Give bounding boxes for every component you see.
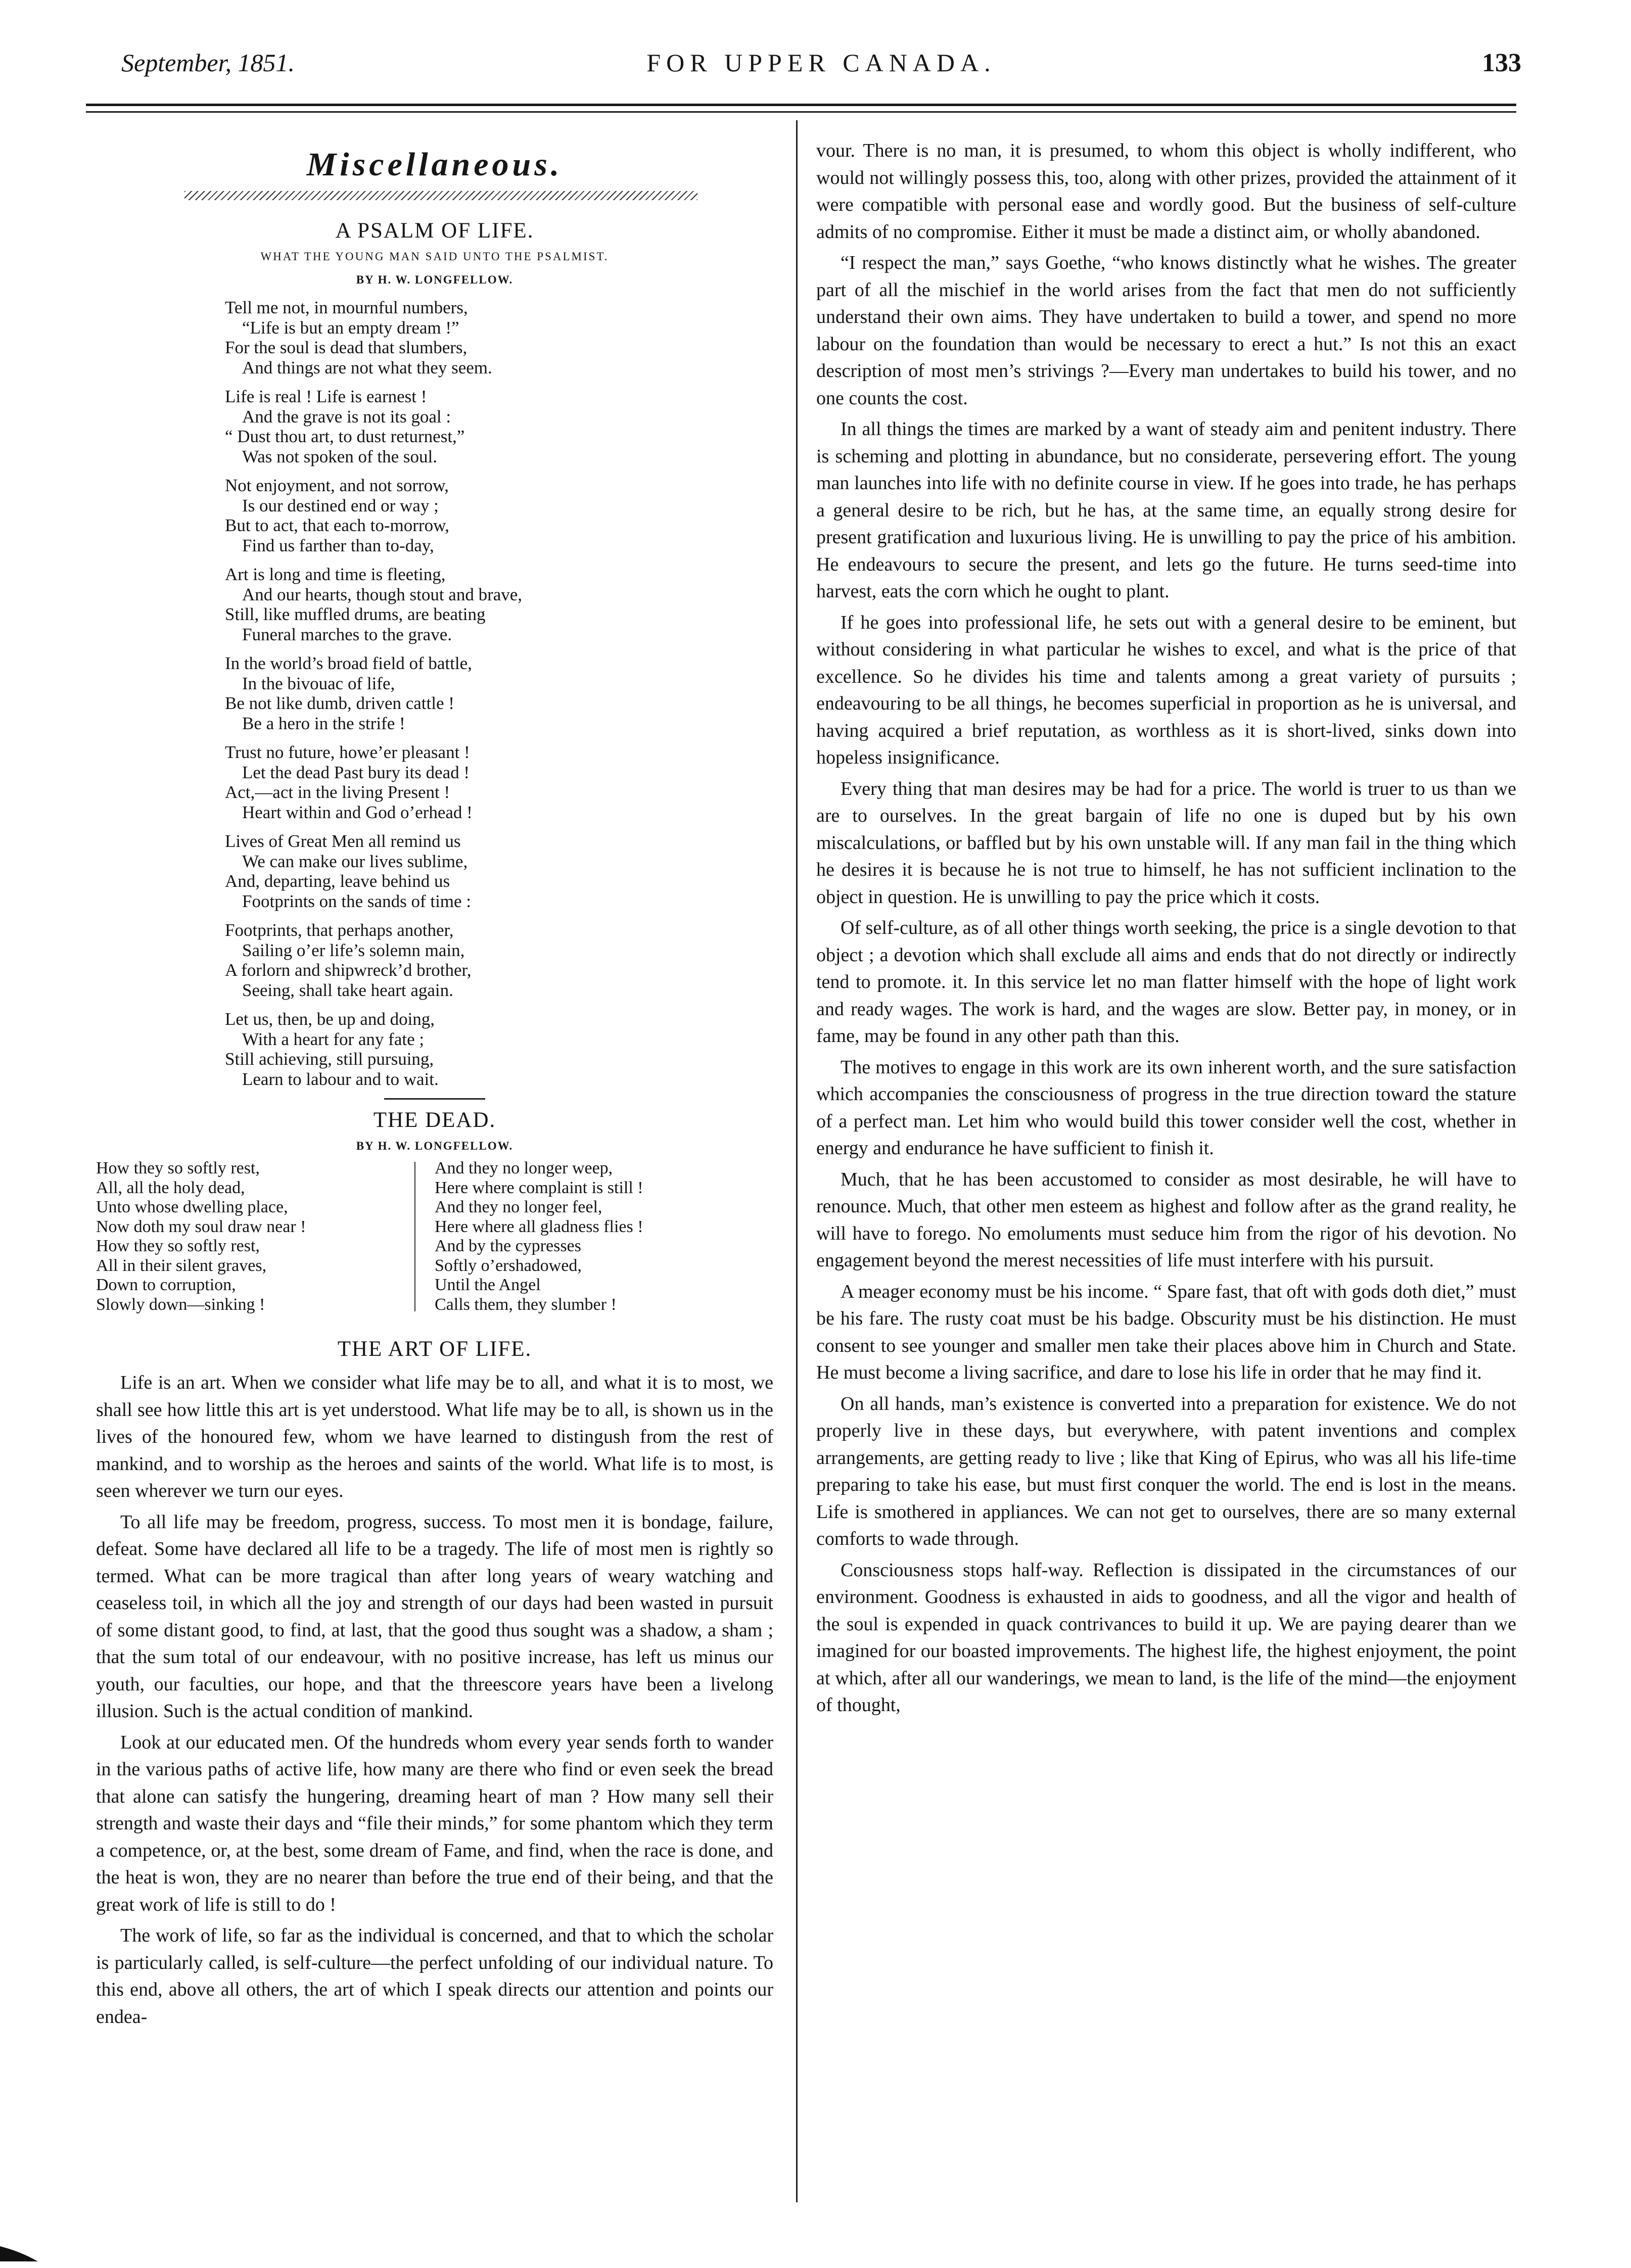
paragraph: Life is an art. When we consider what life may be to all, and what it is to most, we shall see how little this art is yet understood. What life may be to all, is shown us in the lives of the honoured few, whom we have learned to distingush from the rest of mankind, and to worship as the heroes and saints of the world. What life is to most, is seen wherever we turn our eyes. xyxy=(96,1372,773,1501)
psalm-stanza xyxy=(225,1009,773,1089)
poem-separator-rule xyxy=(384,1098,485,1100)
paragraph: Consciousness stops half-way. Reflection is dissipated in the circumstances of our environment. Goodness is exhausted in aids to goodness, and all the vigor and health of the soul is expended in quack contrivances to build it up. We are paying dearer than we imagined for our boasted improvements. The highest life, the highest enjoyment, the point at which, after all our wanderings, we mean to land, is the life of the mind—the enjoyment of thought, xyxy=(816,1559,1516,1716)
paragraph: The motives to engage in this work are its own inherent worth, and the sure satisfaction which accompanies the consciousness of progress in the true direction toward the stature of a perfect man. Let him who would build this tower consider well the cost, whether in energy and endurance he have sufficient to finish it. xyxy=(816,1056,1516,1159)
paragraph: vour. There is no man, it is presumed, to whom this object is wholly indifferent, who would not willingly possess this, too, along with other prizes, provided the attainment of it were compatible with personal ease and wordly good. But the business of self-culture admits of no compromise. Either it must be made a distinct aim, or wholly abandoned. xyxy=(816,140,1516,243)
poem-line: Be not like dumb, driven cattle ! xyxy=(225,693,454,713)
poem-line: And things are not what they seem. xyxy=(242,357,492,377)
paragraph: To all life may be freedom, progress, success. To most men it is bondage, failure, defeat. Some have declared all life to be a tragedy. The life of most men is rightly so termed. What can be more tragical than after long years of weary watching and ceaseless toil, in which all the joy and strength of our days had been wasted in pursuit of some distant good, to find, at last, that the good thus sought was a shadow, a sham ; that the sum total of our endeavour, with no positive increase, has left us minus our youth, our faculties, our hope, and that the threescore years have been a livelong illusion. Such is the actual condition of mankind. xyxy=(96,1511,773,1722)
psalm-stanza xyxy=(225,742,773,822)
right-column xyxy=(816,137,1516,1723)
poem-line: Funeral marches to the grave. xyxy=(242,624,452,644)
psalm-stanza xyxy=(225,476,773,555)
paragraph: A meager economy must be his income. “ Spare fast, that oft with gods doth diet,” must be his fare. The rusty coat must be his badge. Obscurity must be his distinction. He must consent to see younger and smaller men take their places above him in Church and State. He must become a living sacrifice, and dare to lose his life in order that he may find it. xyxy=(816,1281,1516,1383)
paragraph: On all hands, man’s existence is converted into a preparation for existence. We do not properly live in these days, but everywhere, with patent inventions and complex arrangements, are getting ready to live ; like that King of Epirus, who was all his life-time preparing to take his ease, but must first conquer the world. The end is lost in the means. Life is smothered in appliances. We can not get to ourselves, there are so many external comforts to wade through. xyxy=(816,1393,1516,1549)
issue-date: September, 1851. xyxy=(121,49,295,77)
paragraph: Much, that he has been accustomed to consider as most desirable, he will have to renounce. Much, that other men esteem as highest and follow after as the grand reality, he will have to forego. No emoluments must seduce him from the rigor of his devotion. No engagement beyond the merest necessities of life must interfere with his pursuit. xyxy=(816,1168,1516,1271)
poem-line: Seeing, shall take heart again. xyxy=(242,980,453,1000)
psalm-subtitle: WHAT THE YOUNG MAN SAID UNTO THE PSALMIST. xyxy=(260,250,609,263)
page-header xyxy=(121,48,1521,88)
header-rule-thin xyxy=(86,111,1516,113)
poem-line: With a heart for any fate ; xyxy=(242,1029,425,1049)
poem-line: Trust no future, howe’er pleasant ! xyxy=(225,742,470,762)
poem-line: Act,—act in the living Present ! xyxy=(225,782,450,802)
poem-line: Tell me not, in mournful numbers, xyxy=(225,298,468,317)
poem-line: In the bivouac of life, xyxy=(242,673,395,693)
poem-line: Still achieving, still pursuing, xyxy=(225,1049,434,1069)
poem-line: And the grave is not its goal : xyxy=(242,406,451,427)
poem-line: Still, like muffled drums, are beating xyxy=(225,604,486,624)
poem-line: And our hearts, though stout and brave, xyxy=(242,584,523,604)
poem-line: And by the cypresses xyxy=(435,1237,581,1255)
poem-line: For the soul is dead that slumbers, xyxy=(225,338,468,357)
poem-line: Art is long and time is fleeting, xyxy=(225,564,446,584)
dead-poem-column-1 xyxy=(96,1159,414,1314)
paragraph: If he goes into professional life, he sets out with a general desire to be eminent, but without considering in what particular he wishes to excel, and what is the price of that excellence. So he divides his time and talents among a great variety of pursuits ; endeavouring to be all things, he becomes superficial in proportion as he is universal, and having acquired a brief reputation, as worthless as it is short-lived, sinks down into hopeless insignificance. xyxy=(816,611,1516,768)
poem-line: “Life is but an empty dream !” xyxy=(242,317,459,338)
psalm-stanza xyxy=(225,653,773,733)
poem-line: How they so softly rest, xyxy=(96,1159,260,1177)
poem-line: Here where all gladness flies ! xyxy=(435,1217,643,1236)
poem-line: And, departing, leave behind us xyxy=(225,871,450,891)
poem-line: Is our destined end or way ; xyxy=(242,495,439,515)
poem-line: Calls them, they slumber ! xyxy=(435,1295,617,1314)
psalm-title: A PSALM OF LIFE. xyxy=(335,219,534,243)
poem-line: Find us farther than to-day, xyxy=(242,535,434,555)
header-rule-thick xyxy=(86,104,1516,106)
poem-line: Down to corruption, xyxy=(96,1275,236,1294)
poem-line: But to act, that each to-morrow, xyxy=(225,515,449,535)
paragraph: “I respect the man,” says Goethe, “who knows distinctly what he wishes. The greater part of all the mischief in the world arises from the fact that men do not sufficiently understand their own aims. They have undertaken to build a tower, and spend no more labour on the foundation than would be necessary to erect a hut.” Is not this an exact description of most men’s strivings ?—Every man undertakes to build his tower, and no one counts the cost. xyxy=(816,252,1516,409)
poem-line: How they so softly rest, xyxy=(96,1237,260,1255)
poem-line: Softly o’ershadowed, xyxy=(435,1256,582,1275)
poem-line: A forlorn and shipwreck’d brother, xyxy=(225,960,472,980)
paragraph: Look at our educated men. Of the hundreds whom every year sends forth to wander in the various paths of active life, how many are there who find or even seek the bread that alone can satisfy the hungering, dreaming heart of man ? How many sell their strength and waste their days and “file their minds,” for some phantom which they term a competence, or, at the best, some dream of Fame, and find, when the race is done, and the heat is won, they are no nearer than before the true end of their being, and that the great work of life is still to do ! xyxy=(96,1731,773,1915)
poem-line: Until the Angel xyxy=(435,1275,541,1294)
psalm-author: BY H. W. LONGFELLOW. xyxy=(356,273,514,286)
poem-line: Let the dead Past bury its dead ! xyxy=(242,762,470,782)
poem-line: And they no longer feel, xyxy=(435,1198,602,1216)
poem-line: Unto whose dwelling place, xyxy=(96,1198,288,1216)
dead-poem-column-2 xyxy=(435,1159,773,1314)
paragraph: The work of life, so far as the individual is concerned, and that to which the scholar is particularly called, is self-culture—the perfect unfolding of our individual nature. To this end, above all others, the art of which I speak directs our attention and points our endea- xyxy=(96,1925,773,2027)
section-title: Miscellaneous. xyxy=(306,146,563,183)
paragraph: Of self-culture, as of all other things worth seeking, the price is a single devotion to that object ; a devotion which shall exclude all aims and ends that do not directly or indirectly tend to promote. it. In this service let no man flatter himself with the hope of light work and ready wages. The work is hard, and the wages are slow. Better pay, in money, or in fame, may be found in any other path than this. xyxy=(816,917,1516,1047)
art-of-life-text-right xyxy=(816,137,1516,1719)
publication-title: FOR UPPER CANADA. xyxy=(646,49,996,77)
psalm-stanza xyxy=(225,564,773,644)
paragraph: Every thing that man desires may be had for a price. The world is truer to us than we are to ourselves. In the great bargain of life no one is duped but by his own miscalculations, or baffled but by his own unstable will. If any man fail in the thing which he desires it is because he is not true to himself, he has not sufficient inclination to the object in question. He is unwilling to pay the price which it costs. xyxy=(816,778,1516,908)
poem-line: Be a hero in the strife ! xyxy=(242,713,405,733)
poem-line: Slowly down—sinking ! xyxy=(96,1295,265,1314)
page-number: 133 xyxy=(1482,49,1521,77)
poem-line: In the world’s broad field of battle, xyxy=(225,653,472,673)
psalm-body xyxy=(225,298,773,1089)
poem-line: All, all the holy dead, xyxy=(96,1178,245,1197)
column-divider xyxy=(796,120,798,2202)
dead-poem-divider xyxy=(414,1162,415,1311)
poem-line: Heart within and God o’erhead ! xyxy=(242,802,473,822)
psalm-stanza xyxy=(225,298,773,377)
poem-line: “ Dust thou art, to dust returnest,” xyxy=(225,427,465,446)
left-column xyxy=(96,131,773,2035)
poem-line: Was not spoken of the soul. xyxy=(242,446,438,466)
poem-line: Let us, then, be up and doing, xyxy=(225,1009,435,1029)
psalm-stanza xyxy=(225,831,773,911)
art-of-life-title: THE ART OF LIFE. xyxy=(337,1337,532,1361)
poem-line: All in their silent graves, xyxy=(96,1256,267,1275)
poem-line: Footprints on the sands of time : xyxy=(242,891,472,911)
ornamental-wavy-rule xyxy=(184,191,697,200)
poem-line: Now doth my soul draw near ! xyxy=(96,1217,306,1236)
poem-line: Here where complaint is still ! xyxy=(435,1178,643,1197)
poem-line: And they no longer weep, xyxy=(435,1159,613,1177)
poem-line: Learn to labour and to wait. xyxy=(242,1069,439,1089)
dead-title: THE DEAD. xyxy=(373,1108,496,1132)
dead-author: BY H. W. LONGFELLOW. xyxy=(356,1140,514,1152)
page-corner-smudge xyxy=(0,2236,38,2261)
poem-line: We can make our lives sublime, xyxy=(242,851,468,871)
psalm-stanza xyxy=(225,387,773,466)
poem-line: Lives of Great Men all remind us xyxy=(225,831,461,851)
poem-line: Footprints, that perhaps another, xyxy=(225,920,454,940)
dead-poem xyxy=(96,1159,773,1314)
paragraph: In all things the times are marked by a want of steady aim and penitent industry. There is scheming and plotting in abundance, but no considerate, persevering effort. The young man launches into life with no definite course in view. If he goes into trade, he has perhaps a general desire to be rich, but he has, at the same time, an equally strong desire for present gratification and luxurious living. He is unwilling to pay the price of his ambition. He endeavours to secure the present, and lets go the future. He turns seed-time into harvest, eats the corn which he ought to plant. xyxy=(816,418,1516,602)
poem-line: Not enjoyment, and not sorrow, xyxy=(225,476,449,495)
poem-line: Sailing o’er life’s solemn main, xyxy=(242,940,465,960)
art-of-life-text-left xyxy=(96,1369,773,2030)
psalm-stanza xyxy=(225,920,773,1000)
poem-line: Life is real ! Life is earnest ! xyxy=(225,387,427,406)
